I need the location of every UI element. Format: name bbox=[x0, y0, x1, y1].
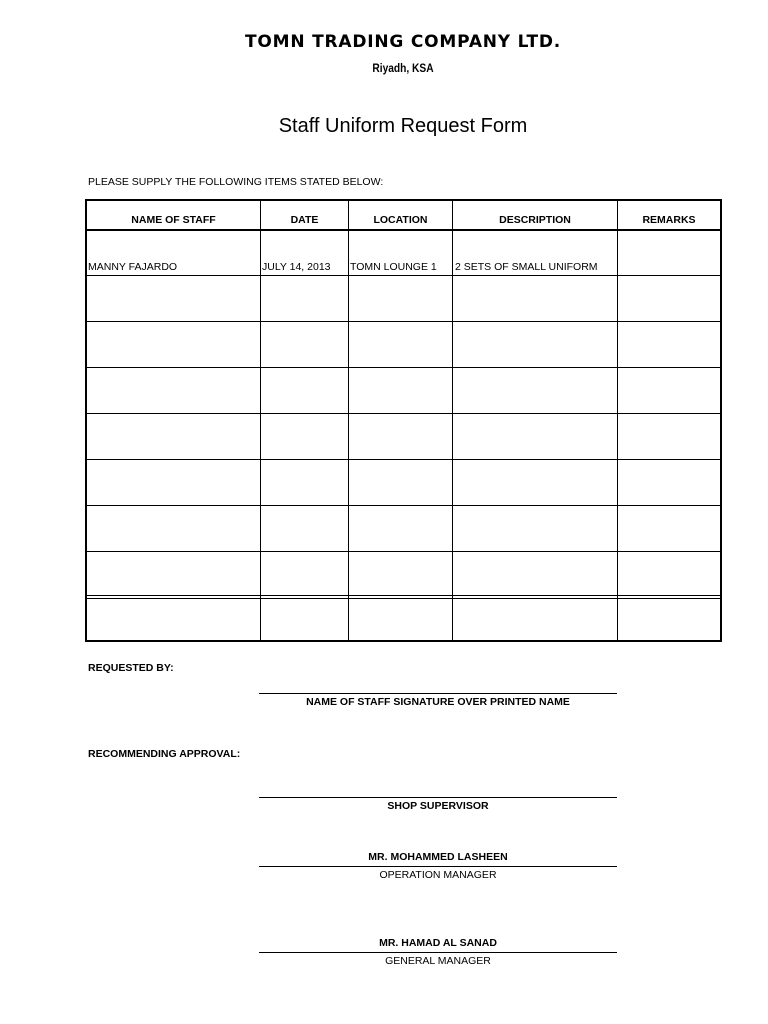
column-divider bbox=[617, 201, 618, 640]
column-header-name: NAME OF STAFF bbox=[131, 214, 216, 226]
recommending-approval-label: RECOMMENDING APPROVAL: bbox=[88, 748, 241, 760]
general-manager-name: MR. HAMAD AL SANAD bbox=[379, 937, 497, 949]
supervisor-signature-line bbox=[259, 797, 617, 798]
row-divider bbox=[87, 275, 720, 276]
table-cell-description: 2 SETS OF SMALL UNIFORM bbox=[455, 261, 598, 273]
general-manager-line bbox=[259, 952, 617, 953]
row-divider bbox=[87, 367, 720, 368]
table-cell-date: JULY 14, 2013 bbox=[262, 261, 331, 273]
table-cell-location: TOMN LOUNGE 1 bbox=[350, 261, 437, 273]
row-divider bbox=[87, 459, 720, 460]
operation-manager-name: MR. MOHAMMED LASHEEN bbox=[368, 851, 508, 863]
header-divider bbox=[87, 229, 720, 231]
row-divider bbox=[87, 321, 720, 322]
row-divider bbox=[87, 595, 720, 596]
row-divider bbox=[87, 551, 720, 552]
supervisor-caption: SHOP SUPERVISOR bbox=[387, 800, 489, 812]
general-manager-title: GENERAL MANAGER bbox=[385, 955, 491, 967]
row-divider bbox=[87, 413, 720, 414]
column-header-date: DATE bbox=[290, 214, 319, 226]
company-location: Riyadh, KSA bbox=[372, 61, 434, 75]
column-divider bbox=[260, 201, 261, 640]
column-header-location: LOCATION bbox=[373, 214, 428, 226]
instruction-text: PLEASE SUPPLY THE FOLLOWING ITEMS STATED BELOW: bbox=[88, 176, 384, 188]
row-divider bbox=[87, 598, 720, 599]
operation-manager-line bbox=[259, 866, 617, 867]
column-divider bbox=[348, 201, 349, 640]
row-divider bbox=[87, 505, 720, 506]
form-title: Staff Uniform Request Form bbox=[278, 115, 528, 137]
company-name: TOMN TRADING COMPANY LTD. bbox=[244, 32, 562, 52]
table-cell-name: MANNY FAJARDO bbox=[88, 261, 178, 273]
request-table bbox=[85, 199, 722, 642]
operation-manager-title: OPERATION MANAGER bbox=[379, 869, 497, 881]
requested-signature-line bbox=[259, 693, 617, 694]
requested-caption: NAME OF STAFF SIGNATURE OVER PRINTED NAME bbox=[306, 696, 570, 708]
column-header-description: DESCRIPTION bbox=[499, 214, 571, 226]
column-header-remarks: REMARKS bbox=[642, 214, 696, 226]
requested-by-label: REQUESTED BY: bbox=[88, 662, 174, 674]
column-divider bbox=[452, 201, 453, 640]
